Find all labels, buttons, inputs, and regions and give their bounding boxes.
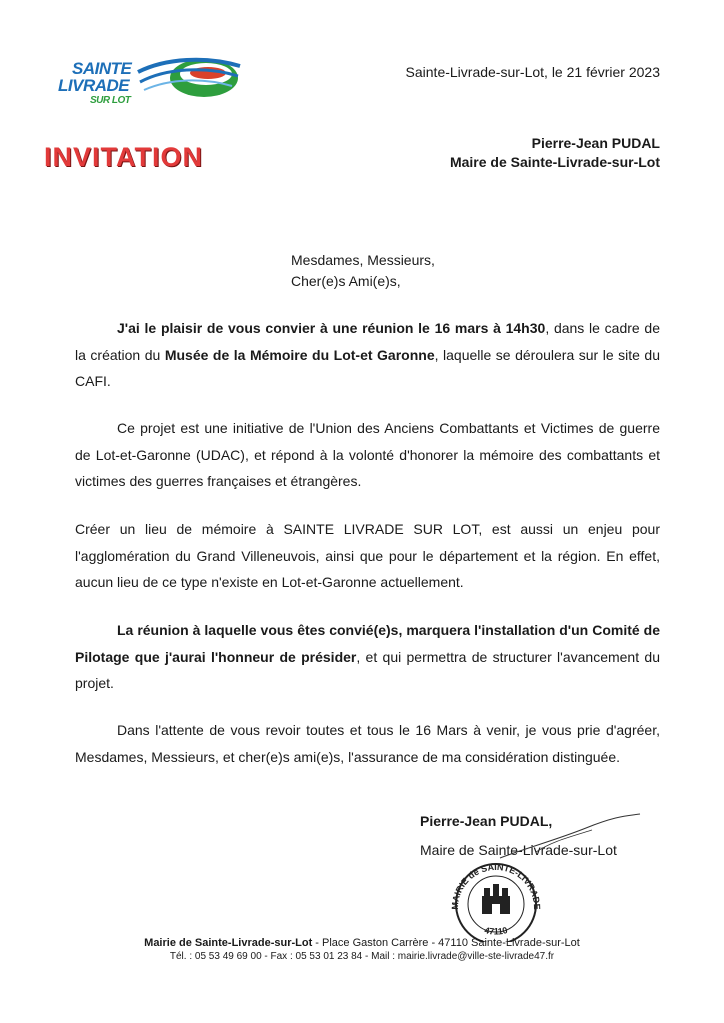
handwritten-signature	[496, 812, 642, 862]
paragraph-4	[75, 617, 660, 697]
svg-text:47110	[483, 925, 508, 937]
salutation-line-1: Mesdames, Messieurs,	[291, 252, 435, 268]
p1-bold-museum: Musée de la Mémoire du Lot-et Garonne	[164, 346, 435, 363]
p1-text-b: , laquelle se déroulera sur le site du CAFI.	[75, 346, 660, 389]
footer-address-text: - Place Gaston Carrère - 47110 Sainte-Livrade-sur-Lot	[312, 937, 580, 949]
town-logo	[56, 56, 246, 116]
invitation-title: INVITATION	[44, 142, 203, 172]
p4-text: , et qui permettra de structurer l'avancement du projet.	[75, 648, 660, 691]
stamp-bottom-text: 47110	[483, 925, 509, 937]
signatory-role: Maire de Sainte-Livrade-sur-Lot	[420, 842, 617, 858]
salutation-line-2: Cher(e)s Ami(e)s,	[291, 273, 401, 289]
paragraph-2	[75, 415, 660, 495]
logo-text-livrade: LIVRADE	[58, 76, 130, 95]
logo-text-sur-lot: SUR LOT	[90, 95, 131, 106]
stamp-top-text: MAIRIE de SAINTE-LIVRADE	[449, 861, 543, 910]
sender-block	[450, 134, 660, 172]
paragraph-1	[75, 315, 660, 395]
p3-text: Créer un lieu de mémoire à SAINTE LIVRADE SUR LOT, est aussi un enjeu pour l'agglomération du Grand Villeneuvois, ainsi que pour le département et la région. En effet, aucun lieu de ce type n'existe en Lot-et-Garonne actuellement.	[75, 521, 660, 590]
salutation	[291, 250, 435, 292]
p1-text-a: , dans le cadre de la création du	[75, 320, 660, 363]
paragraph-3	[75, 516, 660, 596]
p2-text: Ce projet est une initiative de l'Union des Anciens Combattants et Victimes de guerre de Lot-et-Garonne (UDAC), et répond à la volonté d'honorer la mémoire des combattants et victimes des guerres françaises et étrangères.	[75, 420, 660, 489]
signatory-name: Pierre-Jean PUDAL,	[420, 813, 553, 829]
official-stamp	[440, 858, 552, 942]
paragraph-5	[75, 717, 660, 770]
footer-town-hall: Mairie de Sainte-Livrade-sur-Lot	[144, 937, 313, 949]
letter-date: Sainte-Livrade-sur-Lot, le 21 février 2023	[405, 64, 660, 80]
footer-address	[0, 937, 724, 949]
sender-role: Maire de Sainte-Livrade-sur-Lot	[449, 154, 660, 170]
sender-name: Pierre-Jean PUDAL	[531, 135, 660, 151]
p5-text: Dans l'attente de vous revoir toutes et tous le 16 Mars à venir, je vous prie d'agréer, Mesdames, Messieurs, et cher(e)s ami(e)s, l'assurance de ma considération distinguée.	[75, 722, 660, 765]
p1-bold-intro: J'ai le plaisir de vous convier à une réunion le 16 mars à 14h30	[117, 320, 546, 336]
p4-bold: La réunion à laquelle vous êtes convié(e)s, marquera l'installation d'un Comité de Pilotage que j'aurai l'honneur de présider	[75, 622, 660, 665]
footer-contact: Tél. : 05 53 49 69 00 - Fax : 05 53 01 23 84 - Mail : mairie.livrade@ville-ste-livrade47.fr	[169, 951, 555, 962]
castle-emblem-icon	[482, 884, 510, 914]
logo-text-sainte: SAINTE	[72, 59, 132, 78]
